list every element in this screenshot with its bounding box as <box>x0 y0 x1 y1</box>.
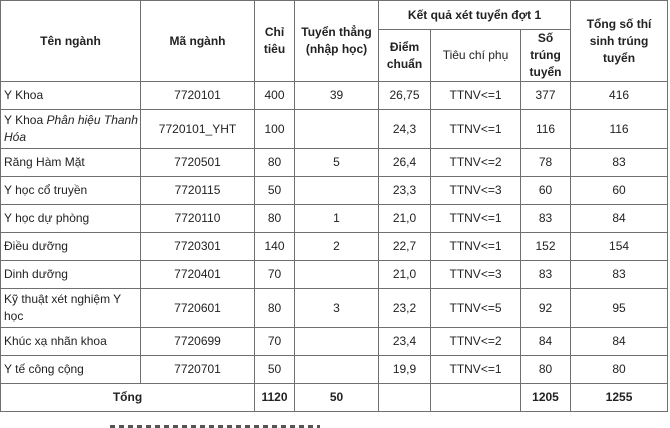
cell-so-trung-tuyen: 78 <box>521 149 571 177</box>
cell-so-trung-tuyen: 377 <box>521 82 571 110</box>
cell-ten-nganh <box>1 233 141 261</box>
cell-ma-nganh: 7720115 <box>141 177 255 205</box>
header-tuyen-thang: Tuyển thẳng (nhập học) <box>295 1 379 82</box>
cell-tuyen-thang <box>295 177 379 205</box>
cell-tieu-chi-phu: TTNV<=1 <box>431 356 521 384</box>
header-chi-tieu: Chỉ tiêu <box>255 1 295 82</box>
cell-so-trung-tuyen: 83 <box>521 261 571 289</box>
cell-ma-nganh: 7720401 <box>141 261 255 289</box>
cell-tieu-chi-phu: TTNV<=5 <box>431 289 521 328</box>
cell-tuyen-thang <box>295 110 379 149</box>
cell-tieu-chi-phu: TTNV<=2 <box>431 328 521 356</box>
major-name: Y Khoa <box>4 113 47 127</box>
totals-row <box>1 384 668 412</box>
major-name: Kỹ thuật xét nghiệm Y học <box>4 292 121 323</box>
cell-ma-nganh: 7720501 <box>141 149 255 177</box>
cell-tuyen-thang <box>295 261 379 289</box>
header-ten-nganh: Tên ngành <box>1 1 141 82</box>
header-tieu-chi-phu: Tiêu chí phụ <box>431 30 521 82</box>
cell-diem-chuan: 24,3 <box>379 110 431 149</box>
cell-so-trung-tuyen: 92 <box>521 289 571 328</box>
major-name: Răng Hàm Mặt <box>4 155 85 169</box>
table-row <box>1 205 668 233</box>
cell-tong-so: 95 <box>571 289 668 328</box>
major-name: Điều dưỡng <box>4 239 68 253</box>
table-row <box>1 289 668 328</box>
cell-tieu-chi-phu: TTNV<=3 <box>431 261 521 289</box>
cell-tong-so: 84 <box>571 205 668 233</box>
totals-direct: 50 <box>295 384 379 412</box>
cell-ten-nganh <box>1 110 141 149</box>
cell-chi-tieu: 80 <box>255 149 295 177</box>
cell-ma-nganh: 7720699 <box>141 328 255 356</box>
cell-ma-nganh: 7720601 <box>141 289 255 328</box>
cell-tong-so: 84 <box>571 328 668 356</box>
totals-admitted: 1205 <box>521 384 571 412</box>
table-row <box>1 82 668 110</box>
cell-diem-chuan: 19,9 <box>379 356 431 384</box>
cell-chi-tieu: 70 <box>255 328 295 356</box>
cell-tuyen-thang: 3 <box>295 289 379 328</box>
cell-ma-nganh: 7720301 <box>141 233 255 261</box>
cell-chi-tieu: 50 <box>255 177 295 205</box>
major-name: Dinh dưỡng <box>4 267 68 281</box>
cell-so-trung-tuyen: 84 <box>521 328 571 356</box>
totals-label: Tổng <box>1 384 255 412</box>
cell-tuyen-thang: 5 <box>295 149 379 177</box>
table-row <box>1 110 668 149</box>
cell-tuyen-thang: 39 <box>295 82 379 110</box>
table-row <box>1 149 668 177</box>
major-name: Y học dự phòng <box>4 211 90 225</box>
cell-tieu-chi-phu: TTNV<=1 <box>431 233 521 261</box>
header-so-trung-tuyen: Số trúng tuyển <box>521 30 571 82</box>
cell-so-trung-tuyen: 152 <box>521 233 571 261</box>
cell-tong-so: 60 <box>571 177 668 205</box>
cell-ten-nganh <box>1 289 141 328</box>
cell-ma-nganh: 7720101_YHT <box>141 110 255 149</box>
cell-chi-tieu: 400 <box>255 82 295 110</box>
cell-tong-so: 154 <box>571 233 668 261</box>
cell-tong-so: 80 <box>571 356 668 384</box>
cell-ma-nganh: 7720701 <box>141 356 255 384</box>
cell-tong-so: 116 <box>571 110 668 149</box>
major-name: Y tế công cộng <box>4 362 84 376</box>
header-diem-chuan: Điểm chuẩn <box>379 30 431 82</box>
cell-so-trung-tuyen: 80 <box>521 356 571 384</box>
cell-ten-nganh <box>1 356 141 384</box>
table-row <box>1 233 668 261</box>
table-row <box>1 177 668 205</box>
cell-tieu-chi-phu: TTNV<=3 <box>431 177 521 205</box>
cell-chi-tieu: 100 <box>255 110 295 149</box>
cell-tong-so: 416 <box>571 82 668 110</box>
cell-tieu-chi-phu: TTNV<=1 <box>431 110 521 149</box>
cell-ten-nganh <box>1 177 141 205</box>
cell-ten-nganh <box>1 261 141 289</box>
cell-tuyen-thang: 2 <box>295 233 379 261</box>
cell-tuyen-thang <box>295 328 379 356</box>
cell-ma-nganh: 7720110 <box>141 205 255 233</box>
header-ma-nganh: Mã ngành <box>141 1 255 82</box>
cell-chi-tieu: 140 <box>255 233 295 261</box>
cell-diem-chuan: 21,0 <box>379 205 431 233</box>
cell-diem-chuan: 26,4 <box>379 149 431 177</box>
cell-tuyen-thang: 1 <box>295 205 379 233</box>
header-row-1 <box>1 1 668 30</box>
major-name: Y Khoa <box>4 88 44 102</box>
major-name: Y học cổ truyền <box>4 183 88 197</box>
cell-diem-chuan: 26,75 <box>379 82 431 110</box>
cell-tieu-chi-phu: TTNV<=1 <box>431 205 521 233</box>
cell-diem-chuan: 21,0 <box>379 261 431 289</box>
header-tong-so: Tổng số thí sinh trúng tuyển <box>571 1 668 82</box>
cell-diem-chuan: 23,2 <box>379 289 431 328</box>
table-row <box>1 328 668 356</box>
cell-ten-nganh <box>1 149 141 177</box>
table-body <box>1 82 668 384</box>
totals-total: 1255 <box>571 384 668 412</box>
cell-chi-tieu: 80 <box>255 205 295 233</box>
major-name-italic: Phân hiệu Thanh Hóa <box>4 113 138 144</box>
cell-diem-chuan: 23,4 <box>379 328 431 356</box>
cell-diem-chuan: 23,3 <box>379 177 431 205</box>
cell-ten-nganh <box>1 328 141 356</box>
table-row <box>1 261 668 289</box>
cell-tieu-chi-phu: TTNV<=1 <box>431 82 521 110</box>
cell-tieu-chi-phu: TTNV<=2 <box>431 149 521 177</box>
header-ket-qua: Kết quả xét tuyển đợt 1 <box>379 1 571 30</box>
cell-so-trung-tuyen: 60 <box>521 177 571 205</box>
major-name: Khúc xạ nhãn khoa <box>4 334 107 348</box>
cell-chi-tieu: 70 <box>255 261 295 289</box>
totals-score-empty <box>379 384 431 412</box>
totals-criteria-empty <box>431 384 521 412</box>
table-row <box>1 356 668 384</box>
cell-so-trung-tuyen: 116 <box>521 110 571 149</box>
cell-ten-nganh <box>1 82 141 110</box>
cell-tuyen-thang <box>295 356 379 384</box>
cell-ma-nganh: 7720101 <box>141 82 255 110</box>
cell-tong-so: 83 <box>571 149 668 177</box>
cell-chi-tieu: 50 <box>255 356 295 384</box>
cell-tong-so: 83 <box>571 261 668 289</box>
totals-quota: 1120 <box>255 384 295 412</box>
cell-so-trung-tuyen: 83 <box>521 205 571 233</box>
cell-chi-tieu: 80 <box>255 289 295 328</box>
cell-ten-nganh <box>1 205 141 233</box>
cell-diem-chuan: 22,7 <box>379 233 431 261</box>
